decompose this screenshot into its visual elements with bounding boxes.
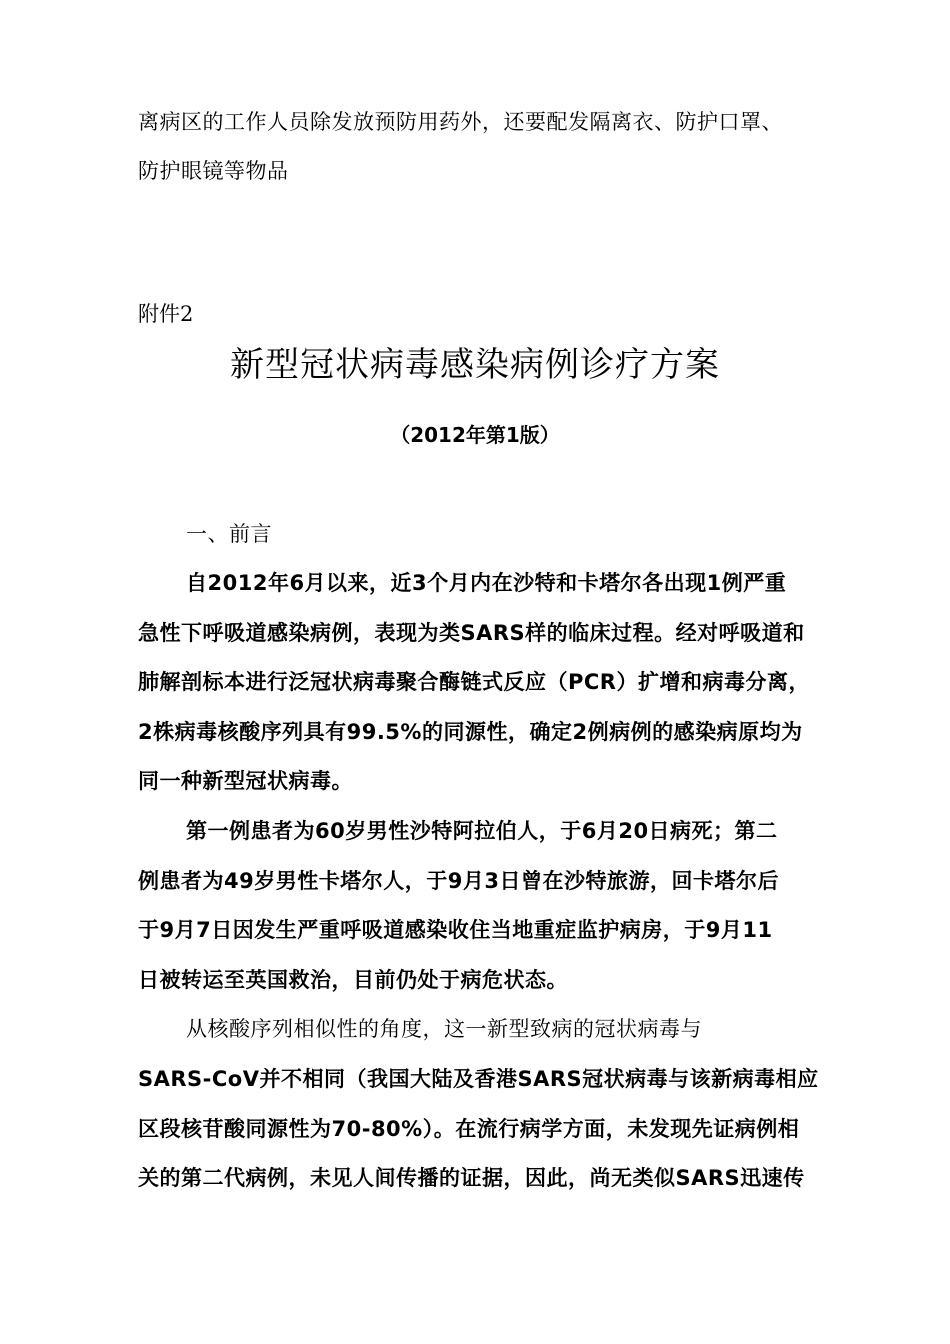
paragraph-2-line-1: 第一例患者为60岁男性沙特阿拉伯人，于6月20日病死；第二	[186, 819, 778, 843]
paragraph-3-line-1: 从核酸序列相似性的角度，这一新型致病的冠状病毒与	[186, 1017, 702, 1041]
paragraph-2-line-4: 日被转运至英国救治，目前仍处于病危状态。	[138, 968, 568, 992]
paragraph-2-line-3: 于9月7日因发生严重呼吸道感染收住当地重症监护病房，于9月11	[138, 918, 773, 942]
paragraph-1-line-5: 同一种新型冠状病毒。	[138, 769, 353, 793]
top-text-line-1: 离病区的工作人员除发放预防用药外，还要配发隔离衣、防护口罩、	[138, 110, 783, 134]
paragraph-2-line-2: 例患者为49岁男性卡塔尔人，于9月3日曾在沙特旅游，回卡塔尔后	[138, 869, 779, 893]
attachment-label: 附件2	[138, 302, 194, 326]
section-heading: 一、前言	[186, 522, 272, 546]
paragraph-3-line-4: 关的第二代病例，未见人间传播的证据，因此，尚无类似SARS迅速传	[138, 1166, 805, 1190]
paragraph-1-line-3: 肺解剖标本进行泛冠状病毒聚合酶链式反应（PCR）扩增和病毒分离，	[138, 670, 810, 694]
page-title: 新型冠状病毒感染病例诊疗方案	[230, 345, 720, 385]
paragraph-1-line-4: 2株病毒核酸序列具有99.5%的同源性，确定2例病例的感染病原均为	[138, 720, 803, 744]
paragraph-1-line-1: 自2012年6月以来，近3个月内在沙特和卡塔尔各出现1例严重	[186, 571, 787, 595]
paragraph-3-line-2: SARS-CoV并不相同（我国大陆及香港SARS冠状病毒与该新病毒相应	[138, 1067, 819, 1091]
paragraph-1-line-2: 急性下呼吸道感染病例，表现为类SARS样的临床过程。经对呼吸道和	[138, 621, 805, 645]
top-text-line-2: 防护眼镜等物品	[138, 159, 289, 183]
paragraph-3-line-3: 区段核苷酸同源性为70-80%）。在流行病学方面，未发现先证病例相	[138, 1117, 800, 1141]
edition-subtitle: （2012年第1版）	[390, 423, 560, 447]
